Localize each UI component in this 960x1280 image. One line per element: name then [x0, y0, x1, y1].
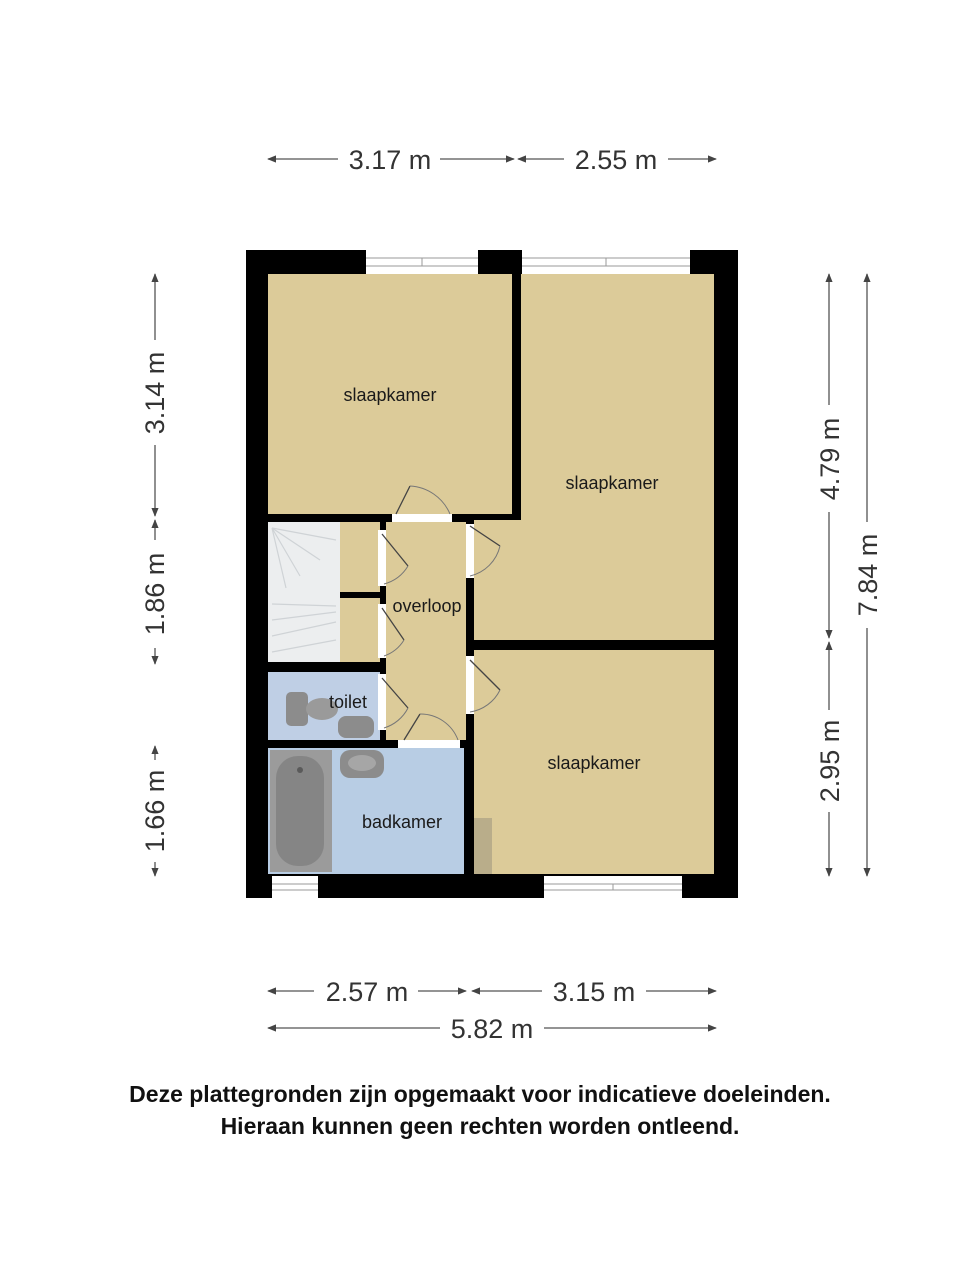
- dimension-left-middle-label: 1.86 m: [140, 552, 170, 636]
- sink-bathroom: [340, 750, 384, 778]
- label-toilet: toilet: [328, 692, 368, 712]
- label-bedroom-top-left: slaapkamer: [343, 385, 437, 405]
- window-top-right: [522, 250, 690, 274]
- label-bedroom-bottom-right: slaapkamer: [547, 753, 641, 773]
- window-bottom-right: [544, 876, 682, 898]
- dimension-left-top-label: 3.14 m: [140, 351, 170, 435]
- label-landing: overloop: [392, 596, 462, 616]
- dimension-bottom-total-label: 5.82 m: [450, 1014, 534, 1044]
- dimension-top-right-label: 2.55 m: [574, 145, 658, 175]
- window-top-left: [366, 250, 478, 274]
- dimension-right-bottom-label: 2.95 m: [815, 719, 845, 803]
- disclaimer-line-1: Deze plattegronden zijn opgemaakt voor indicatieve doeleinden.: [129, 1081, 831, 1107]
- dimension-bottom-left-label: 2.57 m: [325, 977, 409, 1007]
- building: [246, 250, 738, 898]
- bathtub: [270, 750, 332, 872]
- sink-toilet: [338, 716, 374, 738]
- dimension-right-top-label: 4.79 m: [815, 417, 845, 501]
- label-bathroom: badkamer: [361, 812, 443, 832]
- dimension-right-total-label: 7.84 m: [853, 533, 883, 617]
- disclaimer-line-2: Hieraan kunnen geen rechten worden ontleend.: [220, 1113, 740, 1139]
- dimension-left-bottom-label: 1.66 m: [140, 769, 170, 853]
- window-bottom-left: [272, 876, 318, 898]
- dimension-bottom-right-label: 3.15 m: [552, 977, 636, 1007]
- room-bedroom-right: [521, 274, 714, 640]
- dimension-top-left-label: 3.17 m: [348, 145, 432, 175]
- label-bedroom-right: slaapkamer: [565, 473, 659, 493]
